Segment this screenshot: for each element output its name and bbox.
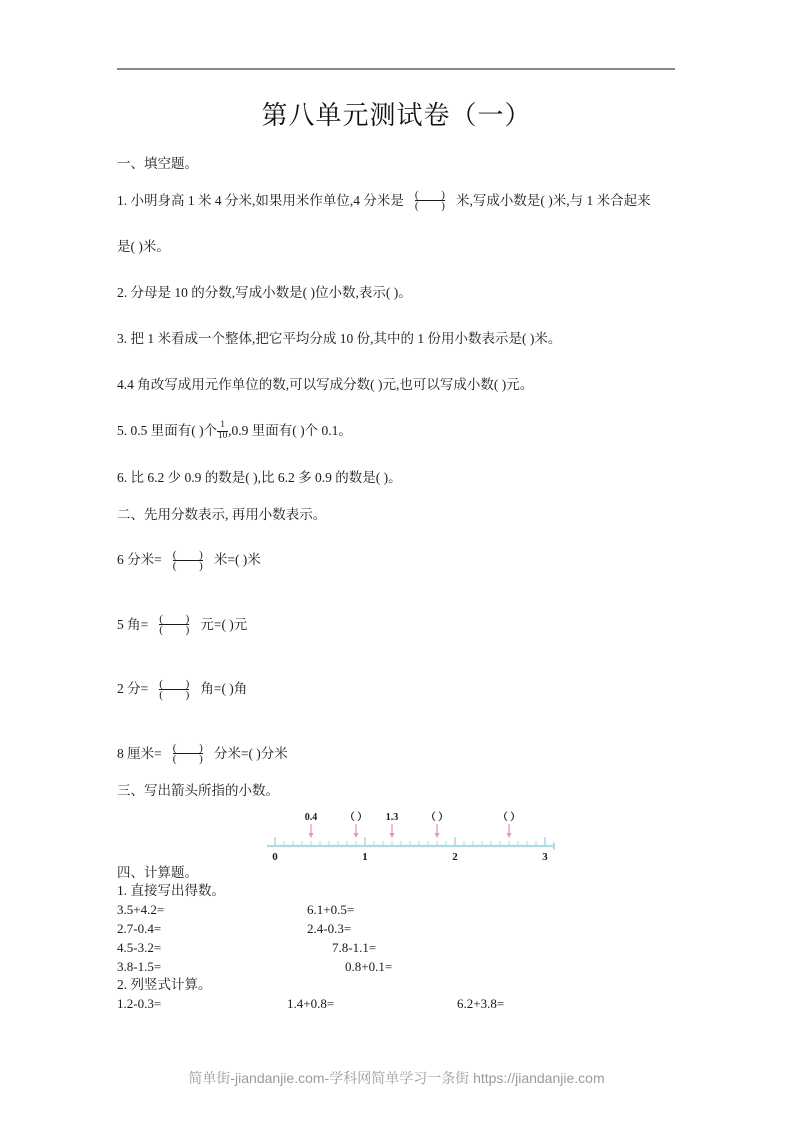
arrow-value-label: （ ） — [497, 811, 521, 823]
conversion-fraction — [163, 741, 213, 765]
conversion-item — [117, 741, 682, 765]
calc-expression: 3.5+4.2= — [117, 901, 165, 917]
conversion-fraction — [163, 548, 213, 572]
calc-row — [117, 938, 682, 957]
calc-expression: 1.2-0.3= — [117, 995, 162, 1011]
conversion-lead: 2 分= — [117, 681, 149, 697]
question-1-line-2: 是( )米。 — [117, 239, 170, 255]
fraction-numerator: ( ) — [159, 677, 200, 690]
fraction-numerator: ( ) — [414, 189, 455, 202]
conversion-tail: 角=( )角 — [200, 681, 248, 697]
fraction-denominator: ( ) — [172, 559, 213, 572]
calc-expression: 1.4+0.8= — [287, 995, 335, 1011]
section-4-sub1-heading: 1. 直接写出得数。 — [117, 882, 225, 898]
question-3: 3. 把 1 米看成一个整体,把它平均分成 10 份,其中的 1 份用小数表示是( )米。 — [117, 331, 562, 347]
worksheet-content — [117, 155, 682, 1013]
footer-watermark: 简单街-jiandanjie.com-学科网简单学习一条街 https://jiandanjie.com — [188, 1070, 605, 1086]
section-2-heading: 二、先用分数表示, 再用小数表示。 — [117, 507, 327, 523]
arrow-value-label: （ ） — [425, 811, 449, 823]
section-4-sub2-heading: 2. 列竖式计算。 — [117, 976, 212, 992]
header-rule — [117, 68, 675, 70]
question-4: 4.4 角改写成用元作单位的数,可以写成分数( )元,也可以写成小数( )元。 — [117, 377, 534, 393]
page-title: 第八单元测试卷（一） — [261, 101, 532, 130]
conversion-fraction — [149, 613, 200, 637]
pointer-arrowhead-icon — [506, 833, 511, 838]
conversion-lead: 6 分米= — [117, 552, 162, 568]
conversion-lead: 5 角= — [117, 616, 149, 632]
calc-expression: 2.4-0.3= — [307, 920, 352, 936]
fraction-denominator: ( ) — [159, 624, 200, 637]
calc-row — [117, 994, 682, 1013]
section-3-heading: 三、写出箭头所指的小数。 — [117, 782, 279, 798]
axis-tick-label: 3 — [542, 850, 548, 862]
question-1-text-a: 1. 小明身高 1 米 4 分米,如果用米作单位,4 分米是 — [117, 193, 404, 208]
calc-row — [117, 900, 682, 919]
fraction-denominator: ( ) — [172, 752, 213, 765]
arrow-value-label: 0.4 — [304, 811, 318, 823]
arrow-value-label: 1.3 — [385, 811, 399, 823]
question-6: 6. 比 6.2 少 0.9 的数是( ),比 6.2 多 0.9 的数是( )。 — [117, 470, 402, 486]
calc-expression: 0.8+0.1= — [345, 958, 393, 974]
calc-expression: 7.8-1.1= — [332, 939, 377, 955]
question-1-text-b: 米,写成小数是( )米,与 1 米合起来 — [455, 193, 651, 208]
fraction-denominator: ( ) — [414, 200, 455, 213]
calc-row — [117, 957, 682, 976]
conversion-tail: 分米=( )分米 — [213, 745, 288, 761]
conversion-tail: 米=( )米 — [213, 552, 261, 568]
conversion-tail: 元=( )元 — [200, 616, 248, 632]
section-4-heading: 四、计算题。 — [117, 864, 198, 880]
pointer-arrowhead-icon — [353, 833, 358, 838]
question-5-text-a: 5. 0.5 里面有( )个 — [117, 423, 218, 439]
number-line-figure — [117, 802, 682, 864]
fraction-numerator: ( ) — [159, 613, 200, 626]
calc-expression: 6.2+3.8= — [457, 995, 505, 1011]
fraction-denominator: 10 — [217, 431, 228, 442]
question-2: 2. 分母是 10 的分数,写成小数是( )位小数,表示( )。 — [117, 285, 412, 301]
pointer-arrowhead-icon — [308, 833, 313, 838]
axis-arrowhead-icon — [553, 842, 555, 850]
calc-expression: 3.8-1.5= — [117, 958, 162, 974]
calc-expression: 6.1+0.5= — [307, 901, 355, 917]
question-1-line-1 — [117, 191, 682, 211]
calc-row — [117, 919, 682, 938]
axis-tick-label: 1 — [362, 850, 368, 862]
arrow-value-label: （ ） — [344, 811, 368, 823]
axis-tick-label: 0 — [272, 850, 278, 862]
fraction-denominator: ( ) — [159, 688, 200, 701]
conversion-item — [117, 679, 682, 699]
conversion-item — [117, 550, 682, 570]
calc-expression: 4.5-3.2= — [117, 939, 162, 955]
conversion-item — [117, 615, 682, 635]
pointer-arrowhead-icon — [389, 833, 394, 838]
number-line-svg — [265, 802, 555, 862]
axis-tick-label: 2 — [452, 850, 458, 862]
fraction-numerator: ( ) — [172, 548, 213, 561]
question-5-text-b: ,0.9 里面有( )个 0.1。 — [228, 423, 352, 439]
conversion-fraction — [149, 677, 200, 701]
calc-expression: 2.7-0.4= — [117, 920, 162, 936]
conversion-lead: 8 厘米= — [117, 745, 162, 761]
fraction-numerator: ( ) — [172, 741, 213, 754]
question-1-fraction — [405, 189, 455, 213]
fraction-numerator: 1 — [220, 420, 225, 431]
question-5-fraction-one-tenth — [217, 421, 228, 441]
question-5 — [117, 421, 682, 442]
pointer-arrowhead-icon — [434, 833, 439, 838]
section-1-heading: 一、填空题。 — [117, 156, 198, 171]
